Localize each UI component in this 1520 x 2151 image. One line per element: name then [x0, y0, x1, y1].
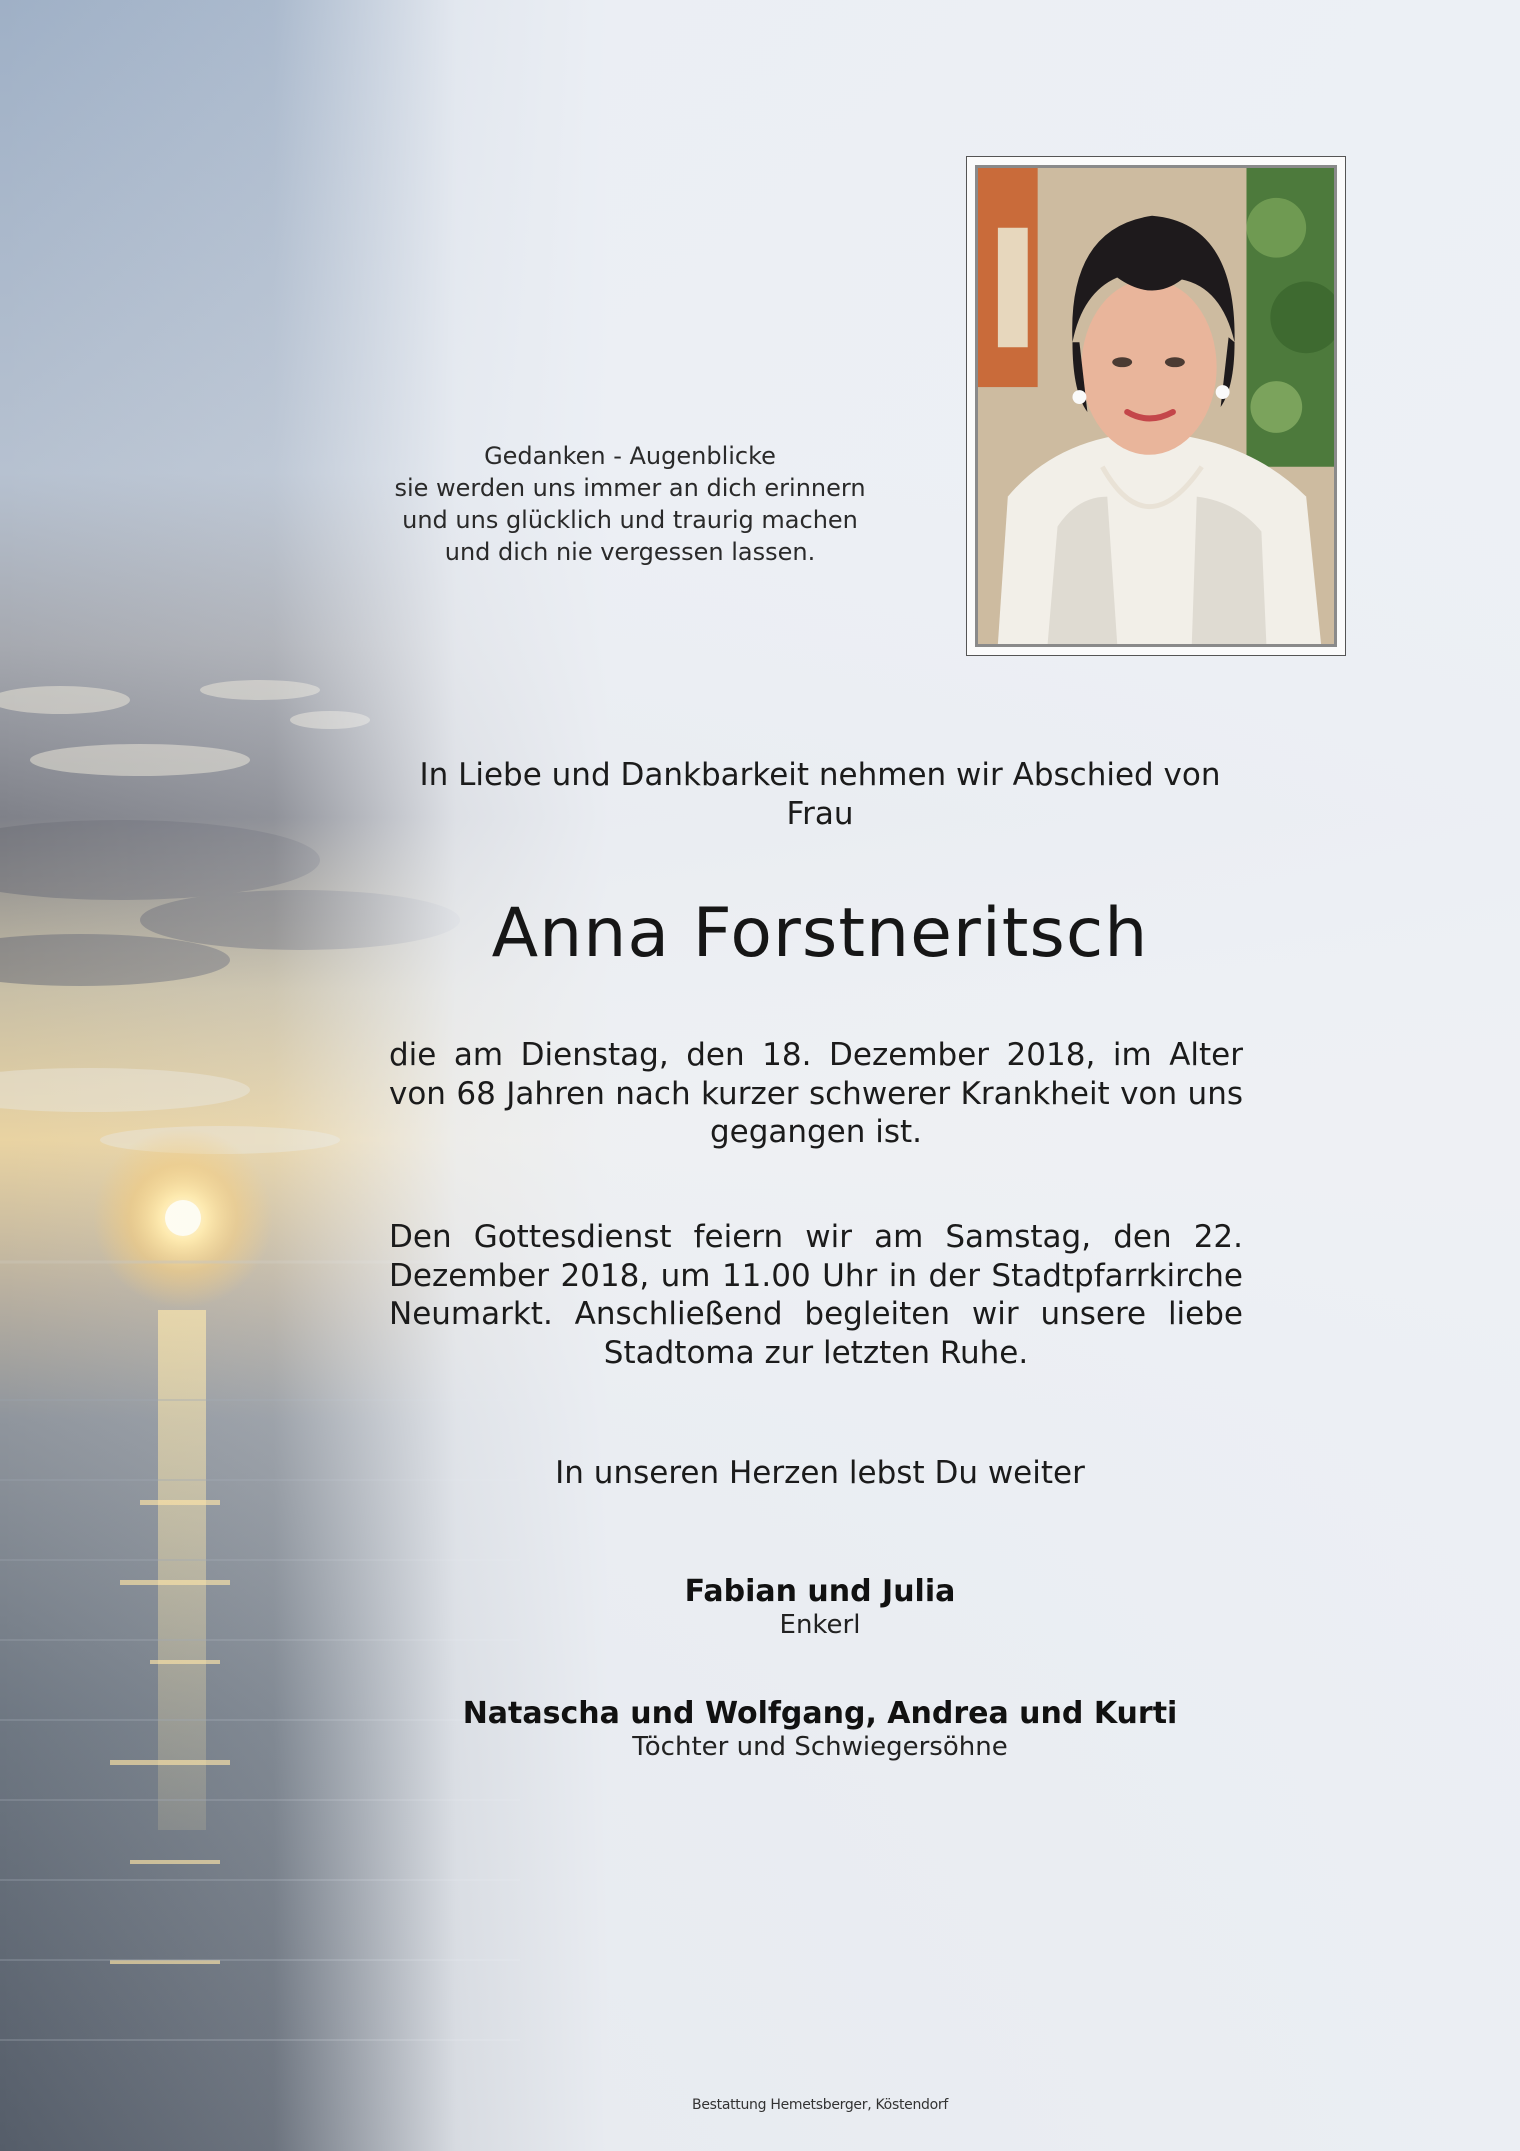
- poem-line: sie werden uns immer an dich erinnern: [394, 474, 866, 502]
- intro-line: In Liebe und Dankbarkeit nehmen wir Abschied von: [419, 757, 1221, 793]
- service-notice: Den Gottesdienst feiern wir am Samstag, den 22. Dezember 2018, um 11.00 Uhr in der Stadtpfarrkirche Neumarkt. Anschließend begleiten wir unsere liebe Stadtoma zur letzten Ruhe.: [389, 1219, 1243, 1371]
- funeral-home-credit: Bestattung Hemetsberger, Köstendorf: [692, 2097, 948, 2113]
- intro-title: Frau: [786, 796, 854, 832]
- mourner-group: [380, 1696, 1260, 1762]
- mourner-relation: Enkerl: [779, 1610, 861, 1640]
- memorial-poem: [370, 440, 890, 568]
- mourner-names: Natascha und Wolfgang, Andrea und Kurti: [462, 1696, 1178, 1731]
- mourner-group: [380, 1574, 1260, 1640]
- poem-line: und dich nie vergessen lassen.: [444, 538, 816, 566]
- mourner-names: Fabian und Julia: [684, 1574, 956, 1609]
- poem-line: Gedanken - Augenblicke: [484, 442, 776, 470]
- farewell-intro: [380, 756, 1260, 834]
- portrait-photo-frame: [966, 156, 1346, 656]
- deceased-name: Anna Forstneritsch: [491, 894, 1149, 973]
- death-notice: die am Dienstag, den 18. Dezember 2018, im Alter von 68 Jahren nach kurzer schwerer Krankheit von uns gegangen ist.: [389, 1037, 1243, 1150]
- mourner-relation: Töchter und Schwiegersöhne: [632, 1732, 1008, 1762]
- closing-line: In unseren Herzen lebst Du weiter: [555, 1455, 1085, 1491]
- poem-line: und uns glücklich und traurig machen: [402, 506, 858, 534]
- portrait-photo: [975, 165, 1337, 647]
